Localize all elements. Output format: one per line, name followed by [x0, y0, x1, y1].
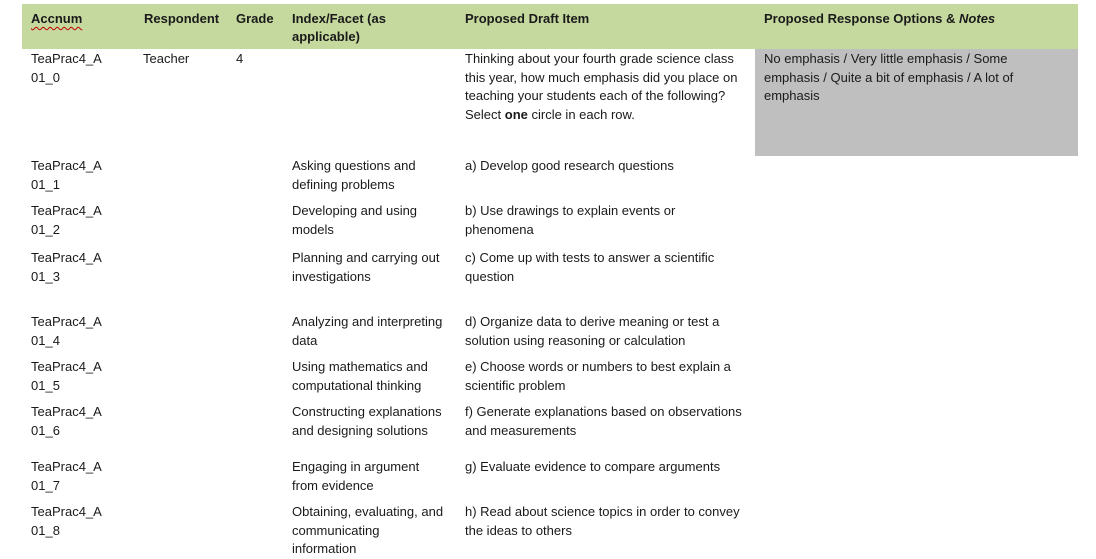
header-response-options [764, 10, 995, 28]
accnum-line2: 01_8 [31, 522, 60, 538]
facet-cell: Using mathematics and computational thinking [292, 359, 428, 393]
header-options-prefix: Proposed Response Options & [764, 11, 960, 26]
item-cell: d) Organize data to derive meaning or test a solution using reasoning or calculation [465, 314, 720, 348]
stem-text-after: circle in each row. [527, 106, 635, 122]
accnum-line1: TeaPrac4_A [31, 203, 102, 218]
header-grade: Grade [236, 11, 274, 26]
facet-cell: Constructing explanations and designing solutions [292, 404, 442, 438]
accnum-cell [31, 202, 131, 239]
header-index-facet: Index/Facet (as applicable) [292, 11, 386, 44]
item-cell: f) Generate explanations based on observations and measurements [465, 404, 742, 438]
header-draft-item: Proposed Draft Item [465, 11, 590, 26]
accnum-cell [31, 503, 131, 540]
accnum-cell [31, 313, 131, 350]
item-cell: h) Read about science topics in order to convey the ideas to others [465, 504, 740, 538]
accnum-line2: 01_3 [31, 268, 60, 284]
facet-cell: Engaging in argument from evidence [292, 459, 420, 493]
accnum-line2: 01_1 [31, 176, 60, 192]
item-stem [465, 50, 747, 124]
accnum-line1: TeaPrac4_A [31, 404, 102, 419]
accnum-cell [31, 50, 131, 87]
accnum-line2: 01_0 [31, 69, 60, 85]
table-header-row [22, 4, 1078, 49]
item-cell: e) Choose words or numbers to best explain a scientific problem [465, 359, 731, 393]
accnum-line2: 01_5 [31, 377, 60, 393]
accnum-cell [31, 249, 131, 286]
accnum-line1: TeaPrac4_A [31, 459, 102, 474]
accnum-line1: TeaPrac4_A [31, 314, 102, 329]
header-accnum: Accnum [31, 11, 83, 26]
stem-text-before: Thinking about your fourth grade science class this year, how much emphasis did you place on teaching your students each of the following? Select [465, 51, 738, 122]
item-cell: b) Use drawings to explain events or phenomena [465, 203, 676, 237]
facet-cell: Analyzing and interpreting data [292, 314, 443, 348]
header-respondent: Respondent [144, 11, 220, 26]
accnum-cell [31, 403, 131, 440]
accnum-line1: TeaPrac4_A [31, 504, 102, 519]
accnum-cell [31, 157, 131, 194]
accnum-cell [31, 458, 131, 495]
facet-cell: Obtaining, evaluating, and communicating information [292, 504, 444, 556]
accnum-line1: TeaPrac4_A [31, 51, 102, 66]
accnum-line1: TeaPrac4_A [31, 250, 102, 265]
accnum-line2: 01_2 [31, 221, 60, 237]
accnum-line1: TeaPrac4_A [31, 158, 102, 173]
accnum-cell [31, 358, 131, 395]
facet-cell: Asking questions and defining problems [292, 158, 416, 192]
stem-text-bold: one [504, 106, 528, 122]
item-cell: g) Evaluate evidence to compare arguments [465, 459, 721, 474]
facet-cell: Developing and using models [292, 203, 418, 237]
facet-cell: Planning and carrying out investigations [292, 250, 440, 284]
response-options-text: No emphasis / Very little emphasis / Some emphasis / Quite a bit of emphasis / A lot of emphasis [764, 51, 1014, 103]
accnum-line2: 01_6 [31, 422, 60, 438]
accnum-line1: TeaPrac4_A [31, 359, 102, 374]
item-cell: c) Come up with tests to answer a scientific question [465, 250, 715, 284]
header-options-notes: Notes [959, 11, 996, 26]
respondent-cell: Teacher [143, 51, 190, 66]
grade-cell: 4 [236, 51, 244, 66]
accnum-line2: 01_7 [31, 477, 60, 493]
accnum-line2: 01_4 [31, 332, 60, 348]
item-cell: a) Develop good research questions [465, 158, 674, 173]
